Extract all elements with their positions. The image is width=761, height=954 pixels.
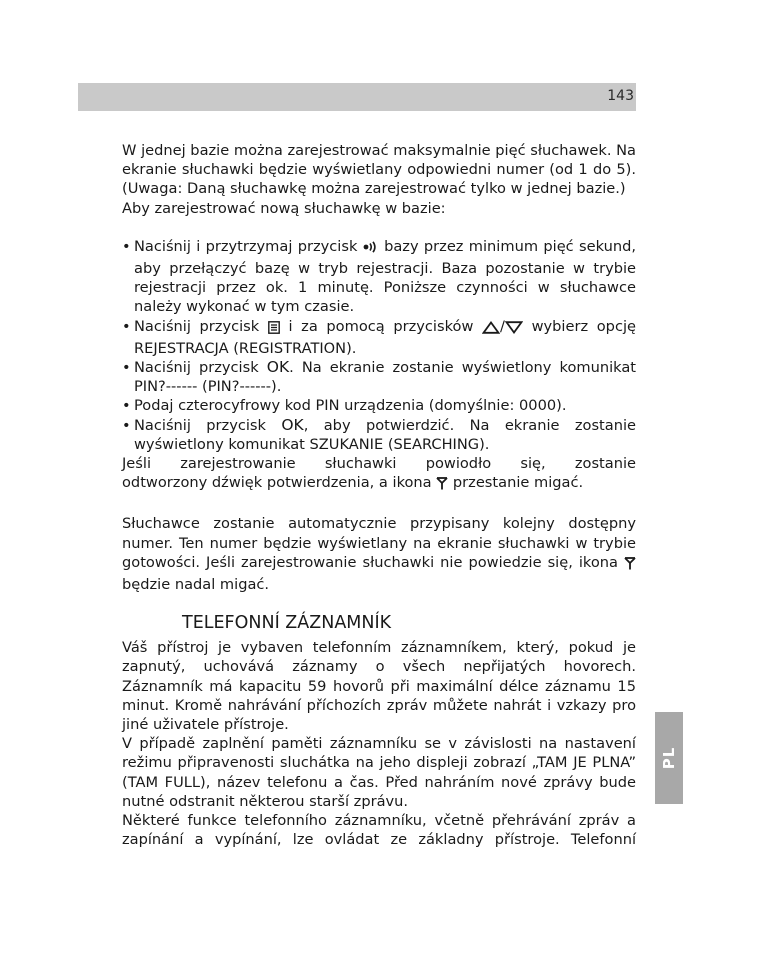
step-1: • Naciśnij i przytrzymaj przycisk bazy przez minimum pięć sekund, aby przełączyć bazę w tryb rejestracji. Baza pozostanie w trybie rejestracji przez ok. 1 minutę. Poniższe czynności w słuchawce należy wykonać w tym czasie. xyxy=(122,237,636,317)
page-number: 143 xyxy=(607,88,634,104)
down-arrow-icon xyxy=(505,320,523,339)
result-line-1: Jeśli zarejestrowanie słuchawki powiodło się, zostanie xyxy=(122,455,636,473)
up-arrow-icon xyxy=(482,320,500,339)
ok-key-label: OK xyxy=(266,358,290,377)
section-title: TELEFONNÍ ZÁZNAMNÍK xyxy=(182,613,392,634)
paging-signal-icon xyxy=(363,240,379,259)
antenna-icon xyxy=(436,476,448,495)
menu-list-icon xyxy=(268,320,280,339)
auto-assign-paragraph: Słuchawce zostanie automatycznie przypisany kolejny dostępny numer. Ten numer będzie wyświetlany na ekranie słuchawki w trybie gotowości. Jeśli zarejestrowanie słuchawki nie powiedzie się, ikona będzie nadal migać. xyxy=(122,515,636,594)
header-bar xyxy=(78,83,636,111)
step-3: • Naciśnij przycisk OK. Na ekranie zostanie wyświetlony komunikat PIN?------ (PIN?------). xyxy=(122,358,636,396)
step-2: • Naciśnij przycisk i za pomocą przycisków / wybierz opcję REJESTRACJA (REGISTRATION). xyxy=(122,317,636,358)
page-content xyxy=(122,141,636,850)
intro-paragraph: W jednej bazie można zarejestrować maksymalnie pięć słuchawek. Na ekranie słuchawki będzie wyświetlany odpowiedni numer (od 1 do 5). (Uwaga: Daną słuchawkę można zarejestrować tylko w jednej bazie.) xyxy=(122,142,636,198)
language-tab xyxy=(655,712,683,804)
result-line-2: odtworzony dźwięk potwierdzenia, a ikona przestanie migać. xyxy=(122,473,636,495)
step-5: • Naciśnij przycisk OK, aby potwierdzić. Na ekranie zostanie wyświetlony komunikat SZUKANIE (SEARCHING). xyxy=(122,416,636,454)
section-paragraph-1: Váš přístroj je vybaven telefonním záznamníkem, který, pokud je zapnutý, uchovává záznamy o všech nepřijatých hovorech. Záznamník má kapacitu 59 hovorů při maximální délce záznamu 15 minut. Kromě nahrávání příchozích zpráv můžete nahrát i vzkazy pro jiné uživatele přístroje. xyxy=(122,639,636,734)
ok-key-label: OK xyxy=(281,415,304,434)
intro-instruction: Aby zarejestrować nową słuchawkę w bazie: xyxy=(122,199,446,217)
step-4: • Podaj czterocyfrowy kod PIN urządzenia (domyślnie: 0000). xyxy=(122,396,636,415)
registration-steps xyxy=(122,237,636,454)
section-paragraph-2: V případě zaplnění paměti záznamníku se v závislosti na nastavení režimu připravenosti sluchátka na jeho displeji zobrazí „TAM JE PLNA” (TAM FULL), název telefonu a čas. Před nahráním nové zprávy bude nutné odstranit některou starší zprávu. xyxy=(122,735,636,810)
section-paragraph-3: Některé funkce telefonního záznamníku, včetně přehrávání zpráv a zapínání a vypínání, lze ovládat ze základny přístroje. Telefonní xyxy=(122,812,636,849)
language-tab-label: PL xyxy=(660,746,678,770)
antenna-icon xyxy=(624,556,636,575)
